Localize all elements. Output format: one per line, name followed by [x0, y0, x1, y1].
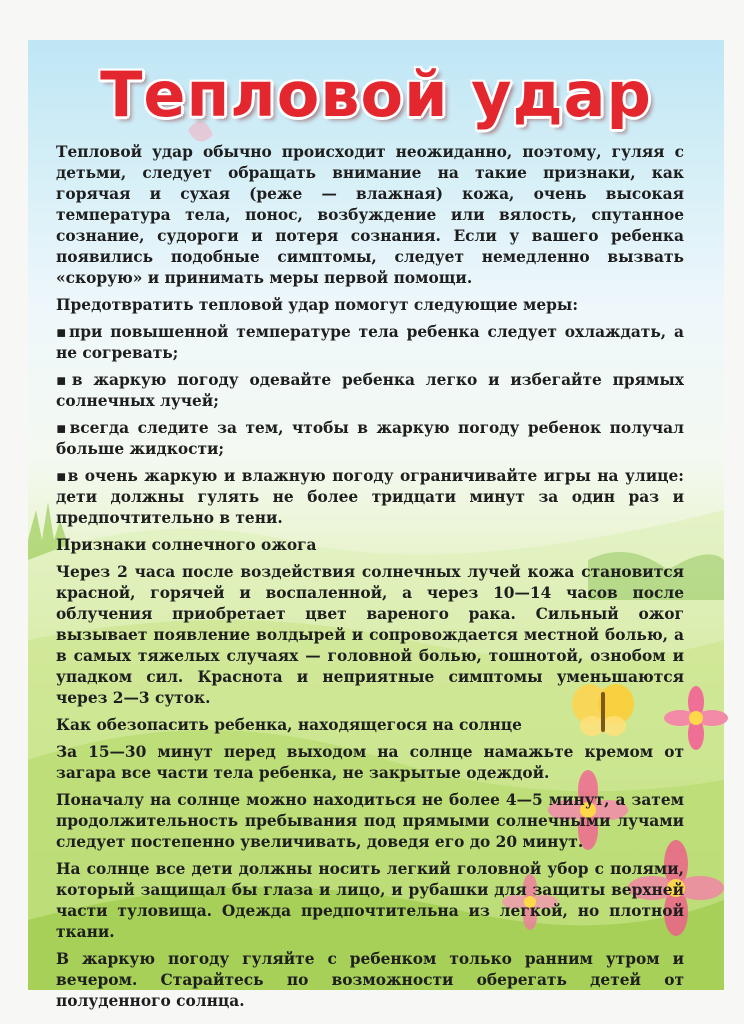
protection-paragraph: В жаркую погоду гуляйте с ребенком только ранним утром и вечером. Старайтесь по возможности оберегать детей от полуденного солнца. — [56, 950, 684, 1010]
prevention-item: ▪в очень жаркую и влажную погоду ограничивайте игры на улице: дети должны гулять не более тридцати минут за один раз и предпочтительно в тени. — [56, 467, 684, 527]
protection-paragraph: Поначалу на солнце можно находиться не более 4—5 минут, а затем продолжительность пребывания под прямыми солнечными лучами следует постепенно увеличивать, доведя его до 20 минут. — [56, 791, 684, 851]
sunburn-paragraph: Через 2 часа после воздействия солнечных лучей кожа становится красной, горячей и воспаленной, а через 10—14 часов после облучения приобретает цвет вареного рака. Сильный ожог вызывает появление волдырей и сопровождается местной болью, а в самых тяжелых случаях — головной болью, тошнотой, ознобом и упадком сил. Краснота и неприятные симптомы уменьшаются через 2—3 суток. — [56, 563, 684, 707]
prevention-item: ▪при повышенной температуре тела ребенка следует охлаждать, а не согревать; — [56, 323, 684, 362]
protection-paragraph: За 15—30 минут перед выходом на солнце намажьте кремом от загара все части тела ребенка, не закрытые одеждой. — [56, 743, 684, 782]
poster-title: Тепловой удар — [100, 58, 652, 131]
protection-paragraph: На солнце все дети должны носить легкий головной убор с полями, который защищал бы глаза и лицо, и рубашки для защиты верхней части туловища. Одежда предпочтительна из легкой, но плотной ткани. — [56, 860, 684, 941]
poster — [28, 40, 724, 1010]
intro-paragraph: Тепловой удар обычно происходит неожиданно, поэтому, гуляя с детьми, следует обращать внимание на такие признаки, как горячая и сухая (реже — влажная) кожа, очень высокая температура тела, понос, возбуждение или вялость, спутанное сознание, судороги и потеря сознания. Если у вашего ребенка появились подобные симптомы, следует немедленно вызвать «скорую» и принимать меры первой помощи. — [56, 143, 684, 287]
prevention-heading: Предотвратить тепловой удар помогут следующие меры: — [56, 296, 579, 314]
prevention-item: ▪всегда следите за тем, чтобы в жаркую погоду ребенок получал больше жидкости; — [56, 419, 684, 458]
sunburn-heading: Признаки солнечного ожога — [56, 536, 317, 554]
article-body — [56, 142, 684, 1018]
protection-heading: Как обезопасить ребенка, находящегося на солнце — [56, 716, 522, 734]
prevention-item: ▪в жаркую погоду одевайте ребенка легко и избегайте прямых солнечных лучей; — [56, 371, 684, 410]
